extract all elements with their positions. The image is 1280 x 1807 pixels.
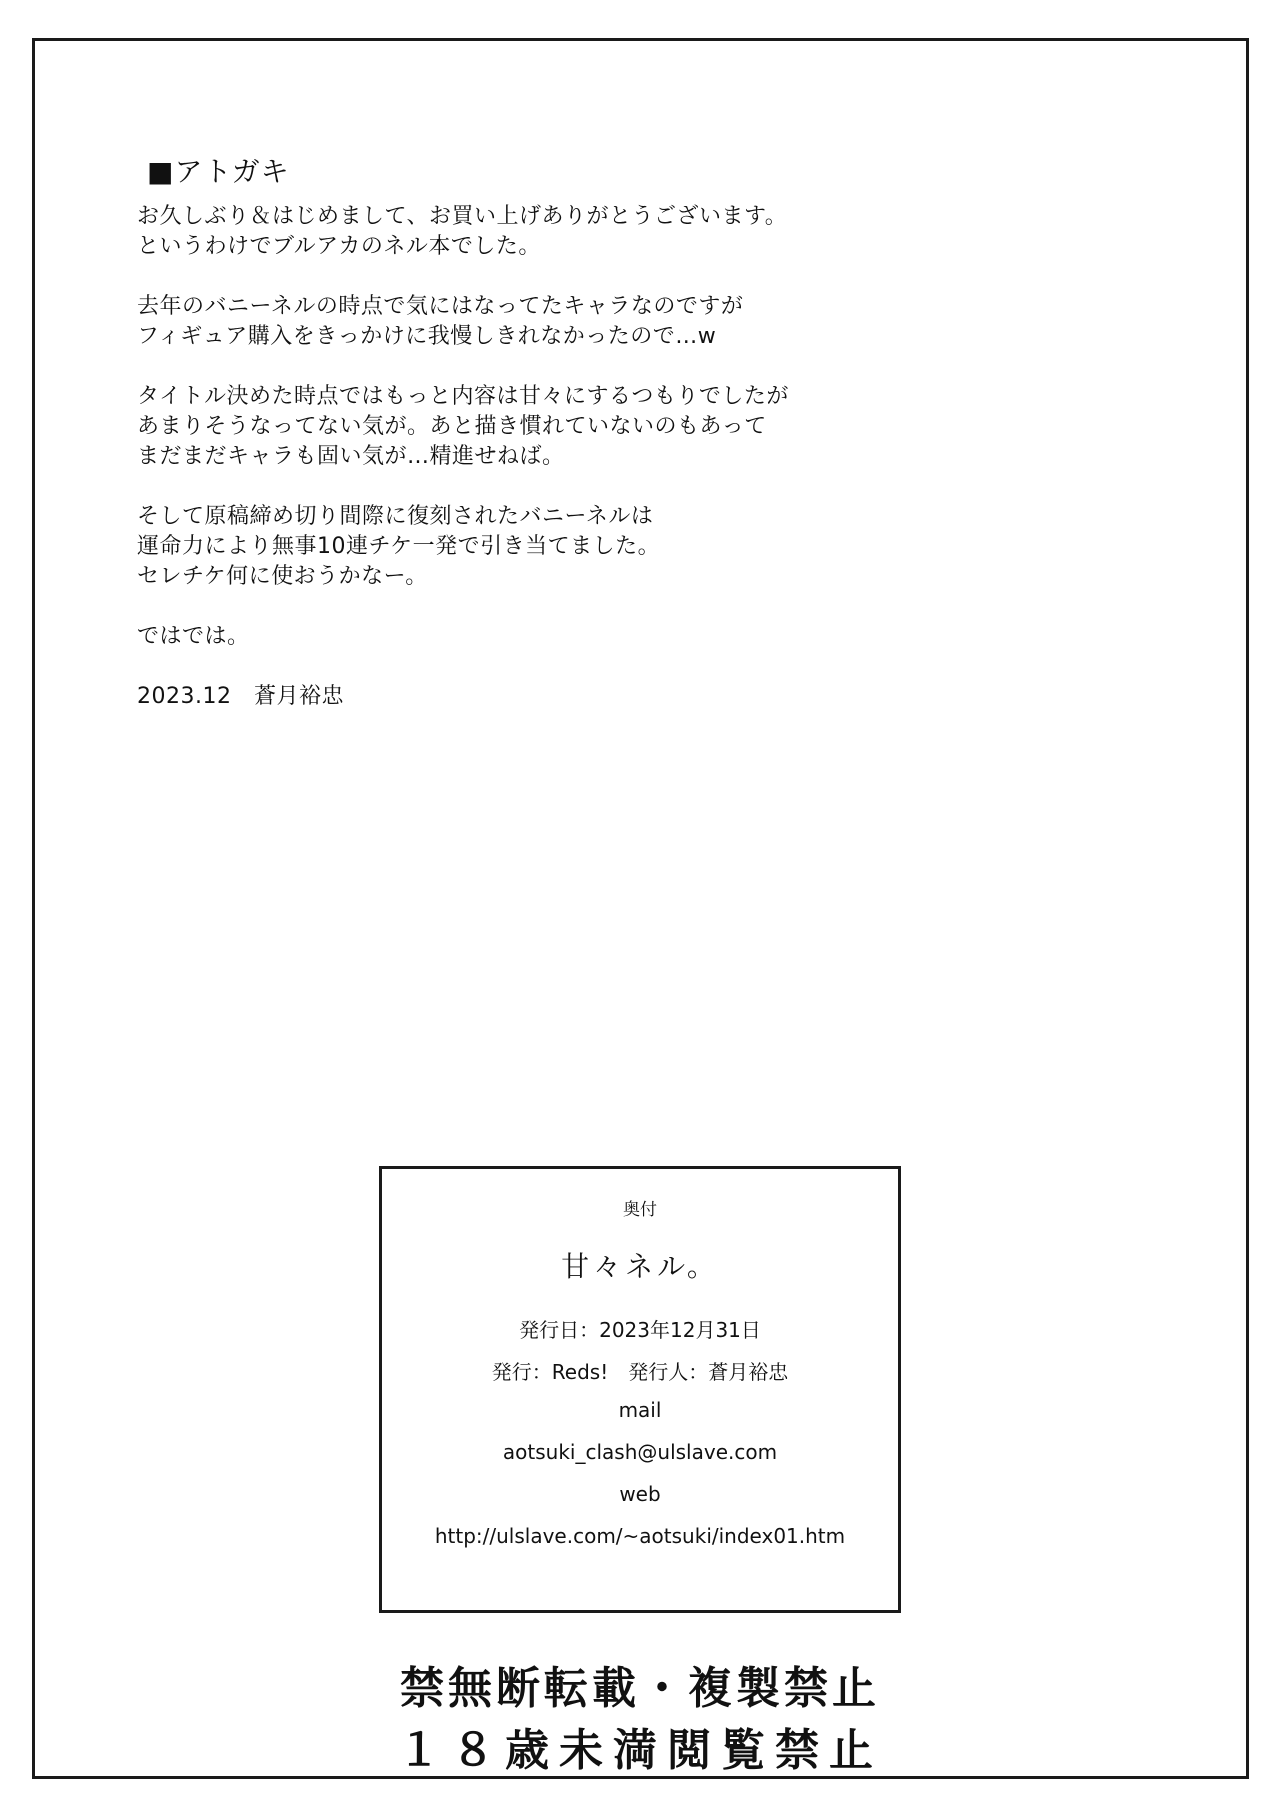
- afterword-date-author: 2023.12 蒼月裕忠: [137, 684, 344, 709]
- afterword-line: 運命力により無事10連チケ一発で引き当てました。: [137, 534, 661, 559]
- afterword-line: あまりそうなってない気が。あと描き慣れていないのもあって: [137, 414, 767, 439]
- colophon-mail-label: mail: [618, 1398, 662, 1422]
- colophon-title: 甘々ネル。: [561, 1250, 719, 1283]
- afterword-paragraph: [137, 382, 1037, 472]
- afterword-line: セレチケ何に使おうかなー。: [137, 564, 428, 589]
- colophon-box: [379, 1166, 901, 1613]
- afterword-signature: [137, 682, 1037, 712]
- afterword-paragraph: [137, 502, 1037, 592]
- afterword-paragraph: [137, 292, 1037, 352]
- afterword-line: というわけでブルアカのネル本でした。: [137, 234, 541, 259]
- colophon-mail: aotsuki_clash@ulslave.com: [502, 1440, 778, 1464]
- afterword-heading: ■アトガキ: [147, 155, 290, 188]
- afterword-paragraph: [137, 202, 1037, 262]
- notice-age-restriction: １８歳未満閲覧禁止: [397, 1725, 883, 1776]
- afterword-line: お久しぶり＆はじめまして、お買い上げありがとうございます。: [137, 204, 788, 229]
- colophon-publisher: 発行：Reds! 発行人：蒼月裕忠: [491, 1360, 789, 1384]
- colophon-heading: 奥付: [623, 1200, 657, 1220]
- afterword-line: フィギュア購入をきっかけに我慢しきれなかったので…w: [137, 324, 717, 349]
- afterword-section: [137, 152, 1037, 742]
- colophon-issue-date: 発行日：2023年12月31日: [519, 1318, 761, 1342]
- colophon-web: http://ulslave.com/~aotsuki/index01.htm: [434, 1524, 846, 1548]
- afterword-paragraph: [137, 622, 1037, 652]
- afterword-line: まだまだキャラも固い気が…精進せねば。: [137, 444, 565, 469]
- afterword-line: 去年のバニーネルの時点で気にはなってたキャラなのですが: [137, 294, 744, 319]
- colophon-web-label: web: [619, 1482, 661, 1506]
- notice-no-reproduction: 禁無断転載・複製禁止: [400, 1663, 880, 1714]
- afterword-line: そして原稿締め切り間際に復刻されたバニーネルは: [137, 504, 654, 529]
- afterword-line: タイトル決めた時点ではもっと内容は甘々にするつもりでしたが: [137, 384, 789, 409]
- afterword-line: ではでは。: [137, 624, 250, 649]
